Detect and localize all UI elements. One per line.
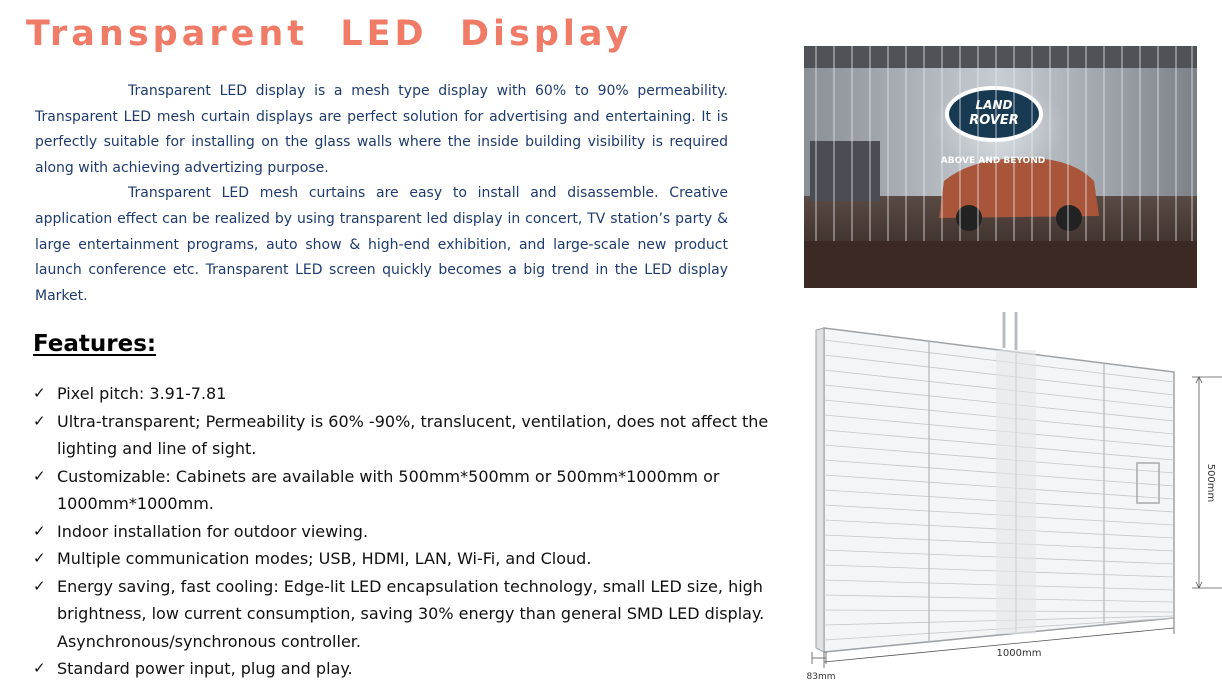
feature-text: Pixel pitch: 3.91-7.81 bbox=[57, 384, 227, 403]
feature-item bbox=[33, 463, 778, 518]
cabinet-diagram bbox=[804, 300, 1222, 682]
feature-text: Multiple communication modes; USB, HDMI, LAN, Wi-Fi, and Cloud. bbox=[57, 549, 592, 568]
width-label: 1000mm bbox=[996, 648, 1042, 659]
check-icon: ✓ bbox=[33, 521, 46, 540]
feature-item bbox=[33, 380, 778, 408]
height-label: 500mm bbox=[1205, 463, 1216, 503]
cabinet-diagram-art bbox=[804, 300, 1222, 682]
feature-item bbox=[33, 408, 778, 463]
logo-text-line1: LAND bbox=[975, 98, 1013, 112]
photo-tagline: ABOVE AND BEYOND bbox=[940, 156, 1046, 166]
feature-text: Standard power input, plug and play. bbox=[57, 659, 353, 678]
check-icon: ✓ bbox=[33, 659, 46, 677]
feature-item bbox=[33, 573, 778, 656]
check-icon: ✓ bbox=[33, 466, 46, 485]
check-icon: ✓ bbox=[33, 411, 46, 430]
feature-item bbox=[33, 655, 778, 683]
logo-text-line2: ROVER bbox=[969, 113, 1019, 128]
intro-paragraph-2: Transparent LED mesh curtains are easy to install and disassemble. Creative application effect can be realized by using transparent led display in concert, TV station’s party & large entertainment programs, auto show & high-end exhibition, and large-scale new product launch conference etc. Transparent LED screen quickly becomes a big trend in the LED display Market. bbox=[35, 185, 728, 304]
intro-paragraph-1: Transparent LED display is a mesh type display with 60% to 90% permeability. Transparent LED mesh curtain displays are perfect solution for advertising and entertaining. It is perfectly suitable for installing on the glass walls where the inside building visibility is required along with achieving advertizing purpose. bbox=[35, 83, 728, 176]
check-icon: ✓ bbox=[33, 549, 46, 567]
features-list bbox=[33, 380, 778, 683]
page-title: Transparent LED Display bbox=[26, 14, 633, 54]
feature-text: Customizable: Cabinets are available with 500mm*500mm or 500mm*1000mm or 1000mm*1000mm. bbox=[57, 466, 720, 513]
showroom-photo bbox=[804, 46, 1197, 288]
showroom-photo-art bbox=[804, 46, 1197, 288]
depth-label: 83mm bbox=[806, 672, 836, 682]
intro-text bbox=[35, 79, 728, 309]
check-icon: ✓ bbox=[33, 576, 46, 595]
feature-text: Ultra-transparent; Permeability is 60% -90%, translucent, ventilation, does not affect the lighting and line of sight. bbox=[57, 411, 769, 458]
check-icon: ✓ bbox=[33, 384, 46, 402]
features-heading: Features: bbox=[33, 331, 157, 357]
feature-text: Indoor installation for outdoor viewing. bbox=[57, 521, 369, 541]
feature-item bbox=[33, 545, 778, 573]
feature-text: Energy saving, fast cooling: Edge-lit LED encapsulation technology, small LED size, high brightness, low current consumption, saving 30% energy than general SMD LED display. Asynchronous/synchronous controller. bbox=[57, 576, 765, 651]
feature-item bbox=[33, 518, 778, 546]
